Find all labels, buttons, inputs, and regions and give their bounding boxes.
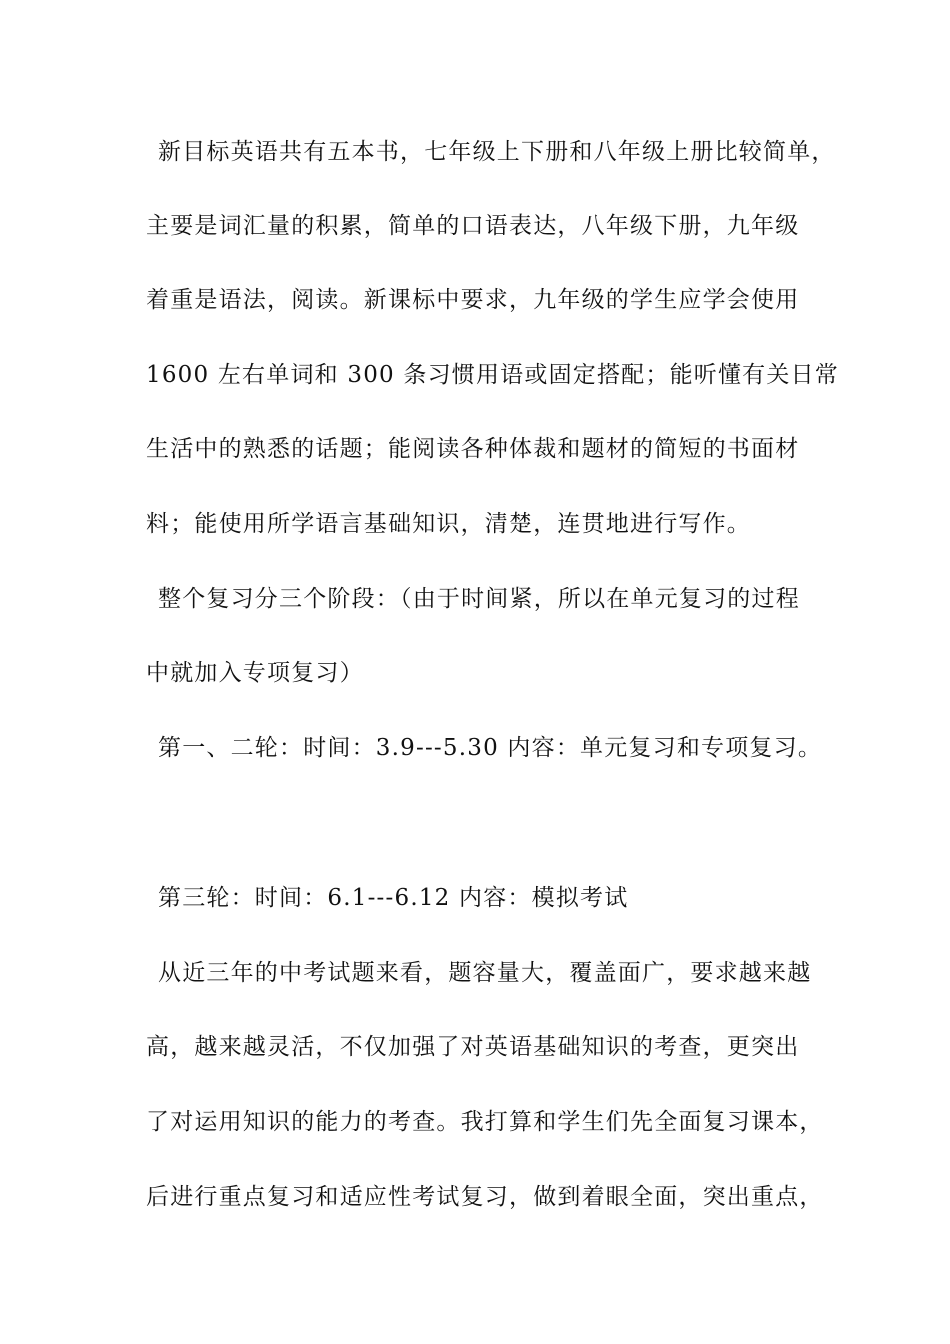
schedule-line-round-1-2: 第一、二轮：时间：3.9---5.30 内容：单元复习和专项复习。 xyxy=(158,735,823,761)
paragraph-line: 后进行重点复习和适应性考试复习，做到着眼全面，突出重点， xyxy=(146,1184,824,1210)
schedule-line-round-3: 第三轮：时间：6.1---6.12 内容：模拟考试 xyxy=(158,885,629,911)
paragraph-line: 生活中的熟悉的话题；能阅读各种体裁和题材的简短的书面材 xyxy=(146,436,800,462)
paragraph-line: 整个复习分三个阶段：（由于时间紧，所以在单元复习的过程 xyxy=(158,586,800,612)
paragraph-line: 中就加入专项复习） xyxy=(146,660,364,686)
paragraph-line: 着重是语法，阅读。新课标中要求，九年级的学生应学会使用 xyxy=(146,287,800,313)
paragraph-line: 从近三年的中考试题来看，题容量大，覆盖面广，要求越来越 xyxy=(158,960,812,986)
paragraph-line: 了对运用知识的能力的考查。我打算和学生们先全面复习课本， xyxy=(146,1109,824,1135)
paragraph-line: 新目标英语共有五本书，七年级上下册和八年级上册比较简单， xyxy=(158,139,836,165)
paragraph-line: 主要是词汇量的积累，简单的口语表达，八年级下册，九年级 xyxy=(146,213,800,239)
paragraph-line: 高，越来越灵活，不仅加强了对英语基础知识的考查，更突出 xyxy=(146,1034,800,1060)
paragraph-line: 料；能使用所学语言基础知识，清楚，连贯地进行写作。 xyxy=(146,511,751,537)
paragraph-line: 1600 左右单词和 300 条习惯用语或固定搭配；能听懂有关日常 xyxy=(146,362,839,388)
